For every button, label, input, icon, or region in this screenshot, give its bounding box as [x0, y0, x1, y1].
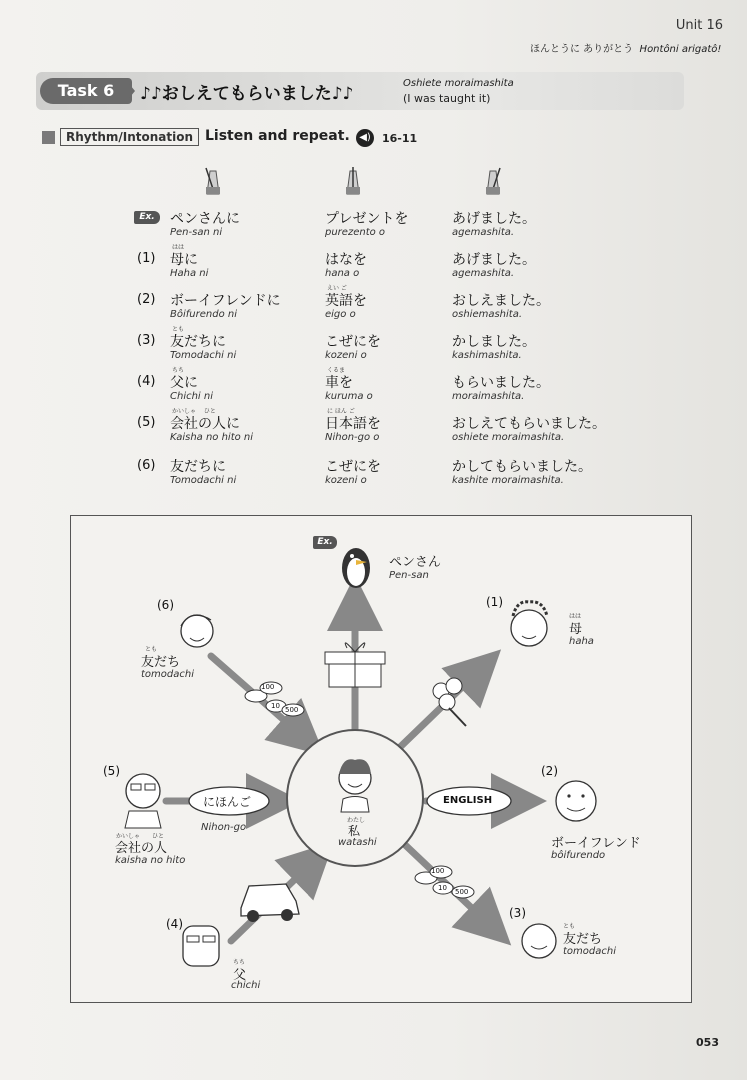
node-4-label: 父	[233, 968, 247, 983]
center-furigana: わたし	[347, 817, 366, 824]
drill-romaji: oshiete moraimashita.	[452, 432, 565, 443]
drill-cell: 車を	[325, 375, 353, 391]
drill-romaji: agemashita.	[452, 268, 515, 279]
instruction: Listen and repeat.	[205, 128, 350, 144]
boyfriend-face-icon	[556, 781, 596, 821]
pensan-romaji: Pen-san	[389, 570, 429, 581]
furigana: に ほん ご	[327, 408, 355, 415]
pensan-label: ペンさん	[389, 555, 442, 570]
drill-cell: あげました。	[452, 252, 536, 268]
drill-cell: 友だちに	[170, 459, 226, 475]
node-3-label: 友だち	[563, 932, 603, 947]
node-4-furigana: ちち	[233, 959, 246, 966]
coin-label: 500	[285, 706, 299, 714]
unit-title-jp: ほんとうに ありがとう	[530, 44, 634, 55]
drill-romaji: kashite moraimashita.	[452, 475, 564, 486]
drill-number: (3)	[137, 333, 156, 348]
drill-romaji: purezento o	[325, 227, 386, 238]
drill-cell: もらいました。	[452, 375, 550, 391]
center-label: 私	[348, 824, 361, 838]
drill-romaji: Pen-san ni	[170, 227, 223, 238]
audio-track: 16-11	[382, 132, 418, 145]
drill-number: (4)	[137, 374, 156, 389]
drill-cell: はなを	[325, 252, 367, 268]
drill-cell: ボーイフレンドに	[170, 293, 281, 309]
drill-romaji: Tomodachi ni	[170, 475, 237, 486]
node-5-furigana: かいしゃ ひと	[116, 833, 165, 840]
drill-romaji: oshiemashita.	[452, 309, 523, 320]
friend-6-face-icon	[181, 615, 213, 647]
drill-romaji: agemashita.	[452, 227, 515, 238]
node-6-label: 友だち	[141, 655, 181, 670]
drill-number: (1)	[137, 251, 156, 266]
furigana: くるま	[327, 367, 346, 374]
penguin-icon	[342, 548, 370, 588]
unit-title-romaji: Hontôni arigatô!	[639, 44, 722, 55]
node-6-romaji: tomodachi	[141, 669, 194, 680]
company-person-face-icon	[125, 774, 161, 828]
task-romaji: Oshiete moraimashita	[403, 78, 514, 89]
node-4-romaji: chichi	[231, 980, 261, 991]
furigana: とも	[172, 326, 185, 333]
node-2-number: (2)	[541, 764, 558, 778]
drill-cell: おしえました。	[452, 293, 550, 309]
unit-label: Unit 16	[675, 18, 723, 33]
drill-cell: 日本語を	[325, 416, 381, 432]
coin-label: 10	[438, 884, 447, 892]
drill-romaji: kozeni o	[325, 475, 367, 486]
drill-cell: 友だちに	[170, 334, 226, 350]
mother-face-icon	[511, 602, 547, 646]
node-1-romaji: haha	[569, 636, 594, 647]
nihongo-romaji: Nihon-go	[201, 822, 247, 833]
node-5-label: 会社の人	[115, 841, 168, 856]
drill-number: (6)	[137, 458, 156, 473]
node-1-label: 母	[569, 622, 583, 637]
node-3-number: (3)	[509, 906, 526, 920]
metronome-icon	[340, 165, 366, 195]
node-4-number: (4)	[166, 917, 183, 931]
coin-label: 10	[271, 702, 280, 710]
drill-cell: プレゼントを	[325, 211, 409, 227]
drill-romaji: Kaisha no hito ni	[170, 432, 254, 443]
drill-cell: 会社の人に	[170, 416, 240, 432]
bubble-nihongo-text: にほんご	[203, 795, 252, 809]
drill-cell: 父に	[170, 375, 198, 391]
drill-romaji: Haha ni	[170, 268, 209, 279]
drill-cell: 母に	[170, 252, 198, 268]
section-square-icon	[42, 131, 55, 144]
drill-romaji: hana o	[325, 268, 360, 279]
task-arrow-icon	[126, 80, 135, 102]
drill-romaji: moraimashita.	[452, 391, 525, 402]
coin-label: 100	[431, 867, 445, 875]
coin-label: 500	[455, 888, 469, 896]
node-2-label: ボーイフレンド	[551, 836, 641, 851]
car-icon	[241, 884, 299, 922]
drill-cell: あげました。	[452, 211, 536, 227]
furigana: えい ご	[327, 285, 347, 292]
section-label: Rhythm/Intonation	[60, 128, 199, 146]
metronome-icon	[480, 165, 506, 195]
center-romaji: watashi	[338, 837, 377, 848]
node-1-furigana: はは	[569, 613, 582, 620]
furigana: ちち	[172, 367, 185, 374]
drill-romaji: kozeni o	[325, 350, 367, 361]
drill-number: (2)	[137, 292, 156, 307]
unit-title	[530, 40, 721, 55]
friend-3-face-icon	[522, 924, 556, 958]
drill-cell: ペンさんに	[170, 211, 240, 227]
drill-romaji: Chichi ni	[170, 391, 214, 402]
node-6-number: (6)	[157, 598, 174, 612]
page-number: 053	[696, 1036, 719, 1049]
diagram-example-tag: Ex.	[313, 536, 337, 549]
drill-cell: かしました。	[452, 334, 536, 350]
audio-icon[interactable]: ◀)	[356, 129, 374, 147]
furigana: はは	[172, 244, 185, 251]
drill-cell: 英語を	[325, 293, 367, 309]
node-5-number: (5)	[103, 764, 120, 778]
father-face-icon	[183, 926, 219, 966]
drill-romaji: eigo o	[325, 309, 356, 320]
node-2-romaji: bôifurendo	[551, 850, 606, 861]
drill-cell: こぜにを	[325, 334, 381, 350]
flower-bouquet-icon	[433, 678, 466, 726]
node-6-furigana: とも	[145, 646, 158, 653]
drill-romaji: kashimashita.	[452, 350, 522, 361]
node-1-number: (1)	[486, 595, 503, 609]
task-number: Task 6	[40, 78, 132, 104]
coin-label: 100	[261, 683, 275, 691]
node-3-romaji: tomodachi	[563, 946, 616, 957]
task-title: ♪♪おしえてもらいました♪♪	[140, 84, 354, 104]
task-translation: (I was taught it)	[403, 92, 491, 105]
drill-romaji: kuruma o	[325, 391, 373, 402]
example-tag: Ex.	[134, 211, 160, 224]
drill-number: (5)	[137, 415, 156, 430]
giving-receiving-diagram	[70, 515, 692, 1003]
watashi-face-icon	[339, 759, 371, 812]
drill-cell: おしえてもらいました。	[452, 416, 606, 432]
drill-romaji: Tomodachi ni	[170, 350, 237, 361]
drill-cell: かしてもらいました。	[452, 459, 592, 475]
bubble-english-text: ENGLISH	[443, 795, 493, 806]
metronome-icon	[200, 165, 226, 195]
furigana: かいしゃ ひと	[172, 408, 216, 415]
drill-cell: こぜにを	[325, 459, 381, 475]
node-3-furigana: とも	[563, 923, 576, 930]
drill-romaji: Bôifurendo ni	[170, 309, 237, 320]
drill-romaji: Nihon-go o	[325, 432, 380, 443]
node-5-romaji: kaisha no hito	[115, 855, 186, 866]
